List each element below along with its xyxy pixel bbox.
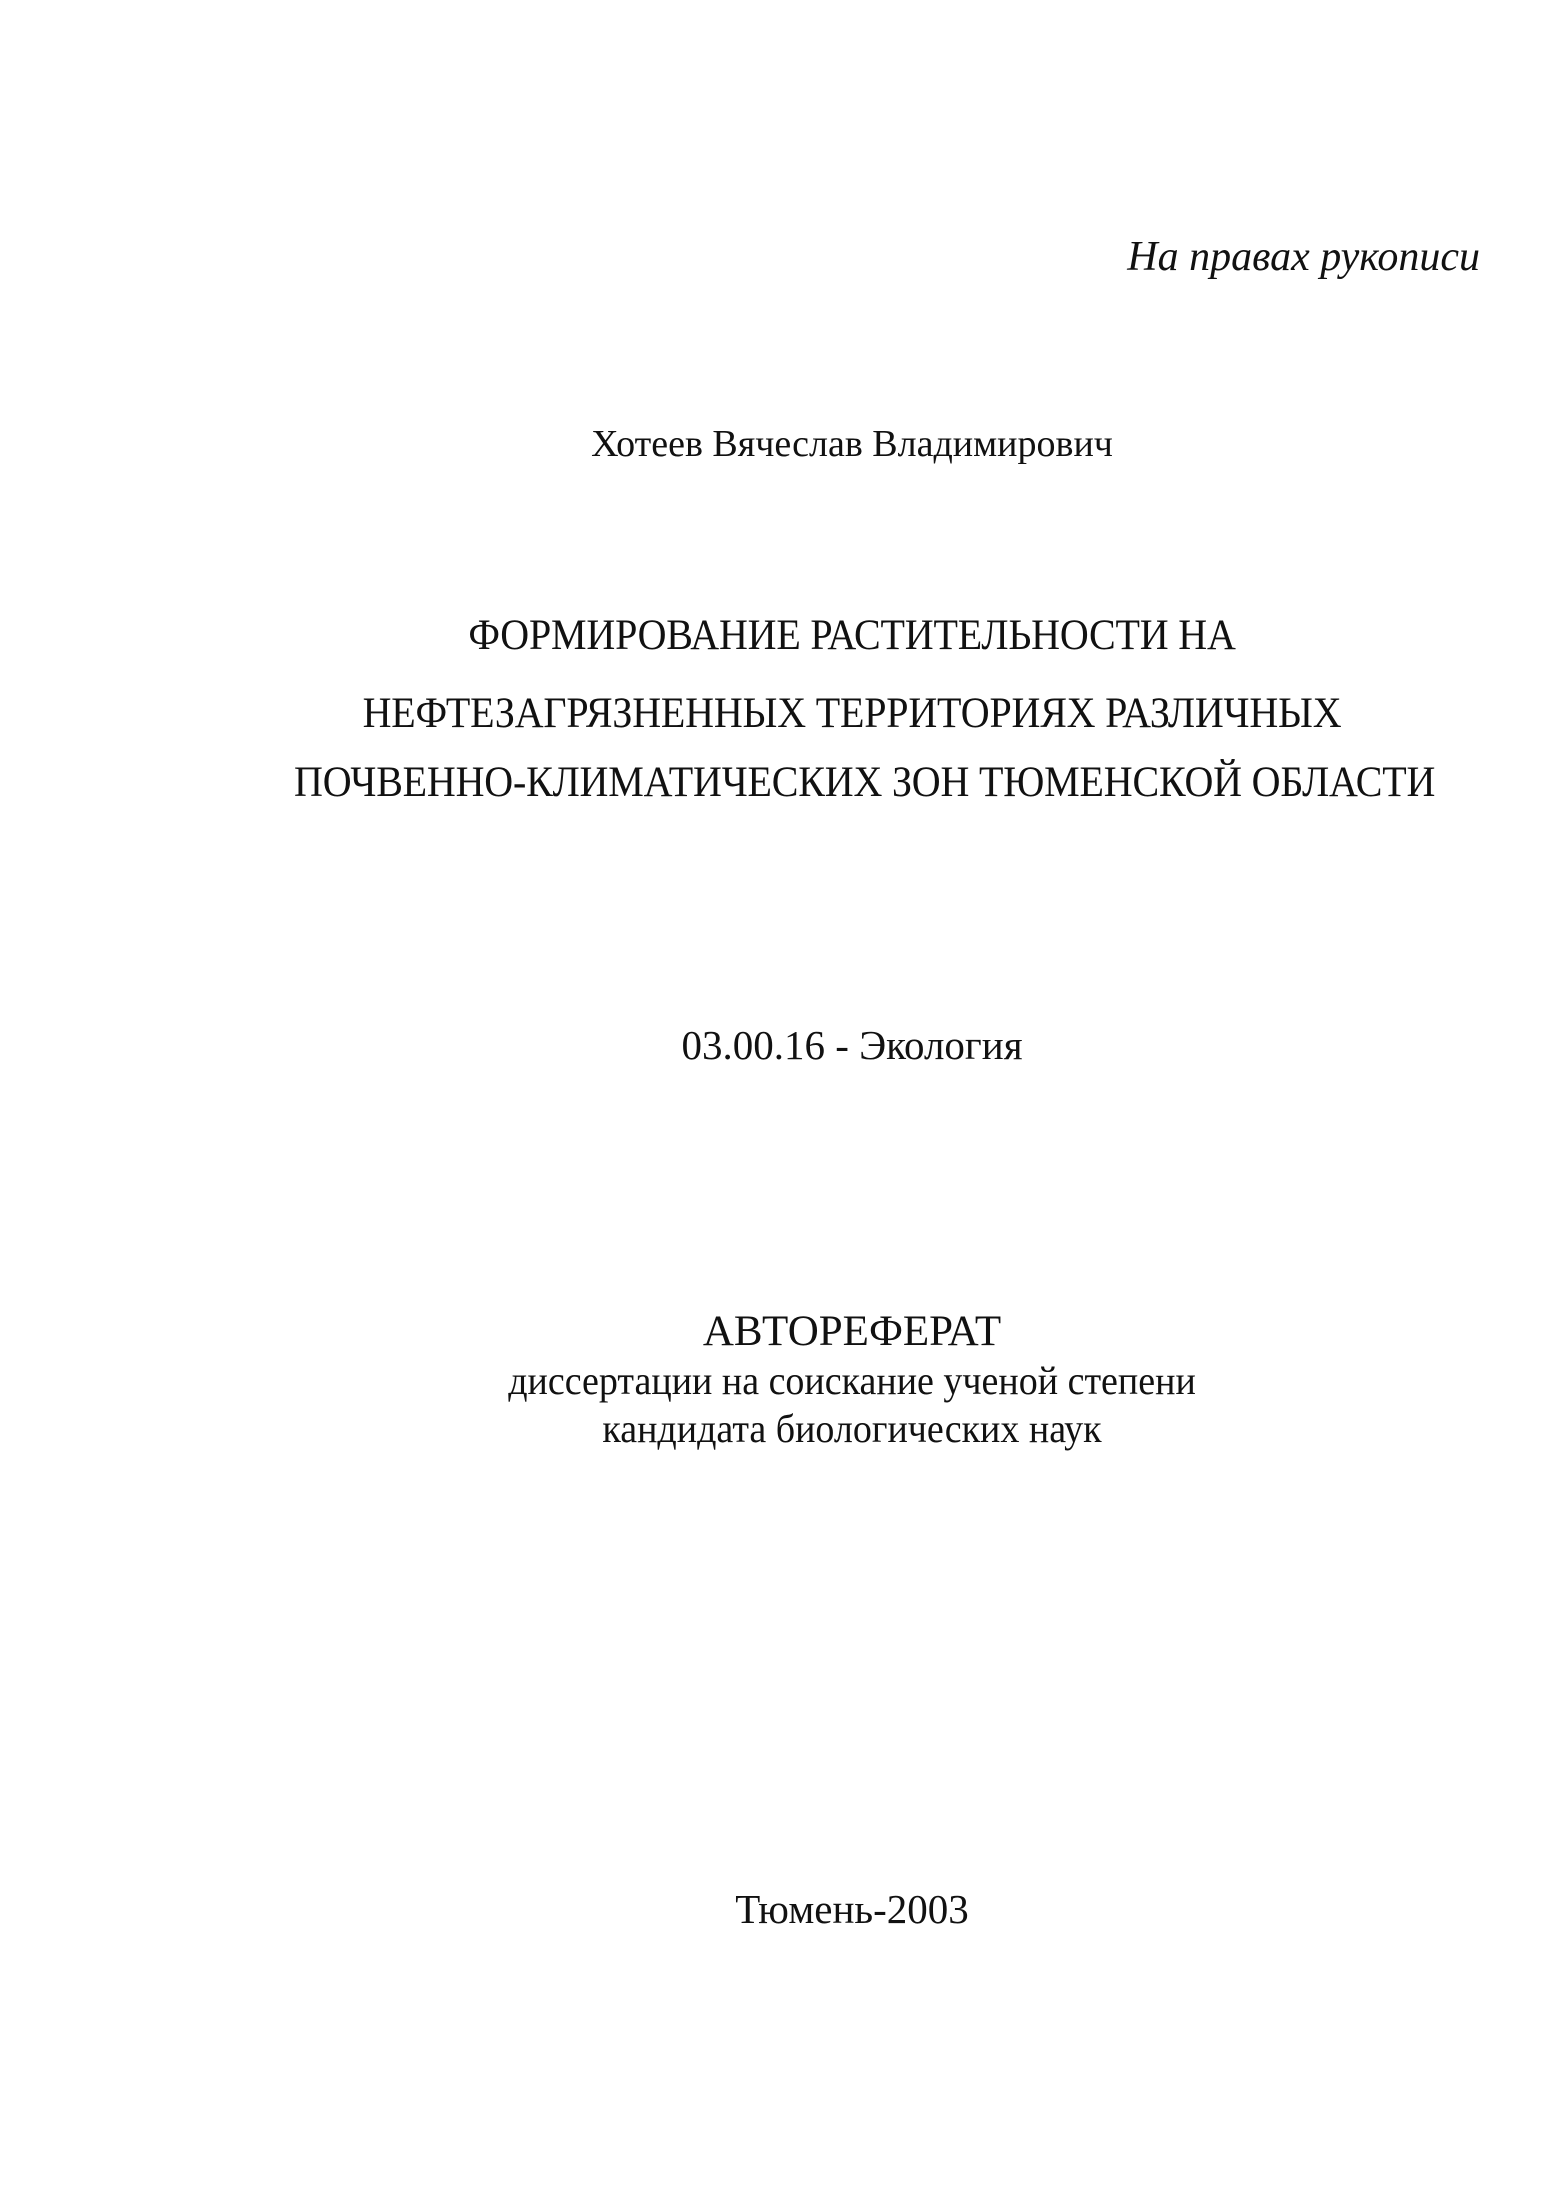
abstract-subtitle-line-1: диссертации на соискание ученой степени (508, 1358, 1196, 1403)
title-line-2: НЕФТЕЗАГРЯЗНЕННЫХ ТЕРРИТОРИЯХ РАЗЛИЧНЫХ (362, 690, 1342, 737)
author-name: Хотеев Вячеслав Владимирович (591, 423, 1113, 465)
title-line-3: ПОЧВЕННО-КЛИМАТИЧЕСКИХ ЗОН ТЮМЕНСКОЙ ОБЛАСТИ (294, 759, 1436, 806)
specialty-code: 03.00.16 - Экология (681, 1022, 1023, 1068)
abstract-heading: АВТОРЕФЕРАТ (702, 1308, 1002, 1355)
manuscript-rights-note: На правах рукописи (1127, 234, 1480, 280)
abstract-subtitle-line-2: кандидата биологических наук (602, 1406, 1102, 1451)
title-line-1: ФОРМИРОВАНИЕ РАСТИТЕЛЬНОСТИ НА (468, 612, 1236, 659)
place-and-year: Тюмень-2003 (735, 1886, 969, 1932)
